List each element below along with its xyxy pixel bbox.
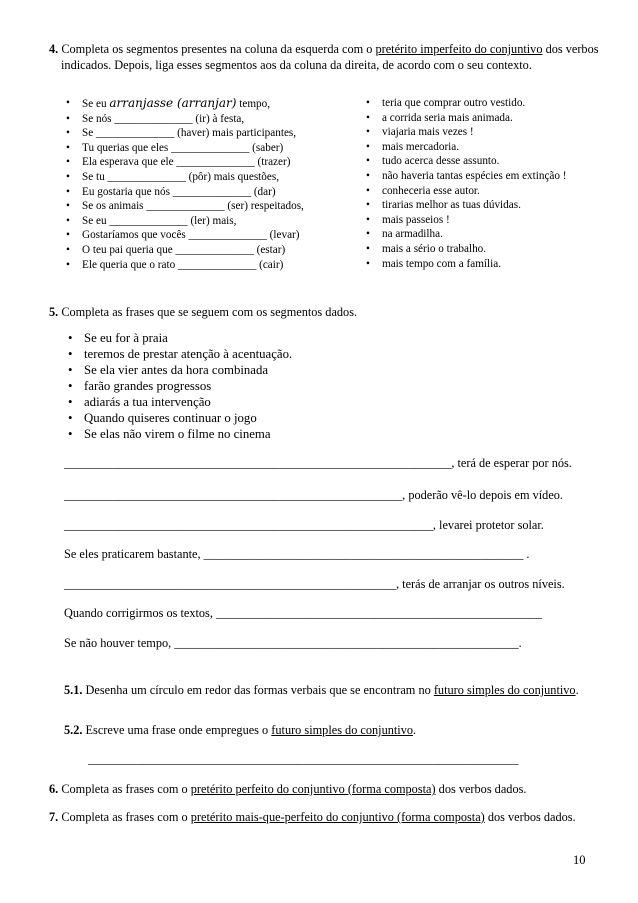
right-item: • tirarias melhor as tuas dúvidas.	[362, 198, 582, 213]
right-item: • não haveria tantas espécies em extinção !	[362, 169, 582, 184]
question-5-1-number: 5.1.	[64, 683, 83, 697]
segment-item: • Se elas não virem o filme no cinema	[64, 426, 584, 442]
answer-line[interactable]: Se eles praticarem bastante, ____________________________________________________ .	[64, 547, 530, 561]
right-item: • na armadilha.	[362, 227, 582, 242]
right-item: • mais a sério o trabalho.	[362, 242, 582, 257]
right-item: • tudo acerca desse assunto.	[362, 154, 582, 169]
left-item: • Eu gostaria que nós ______________ (dar)	[62, 185, 362, 200]
right-column-list	[362, 96, 582, 271]
left-item: • Se tu ______________ (pôr) mais questões,	[62, 170, 362, 185]
segment-item: • farão grandes progressos	[64, 378, 584, 394]
question-5-2	[64, 723, 592, 739]
question-6-text-a: Completa as frases com o	[61, 782, 188, 796]
segment-list	[64, 330, 584, 442]
question-5-2-emphasis: futuro simples do conjuntivo	[271, 723, 414, 737]
right-item: • a corrida seria mais animada.	[362, 111, 582, 126]
question-7	[49, 810, 609, 826]
question-6-text-b: dos verbos dados.	[438, 782, 527, 796]
question-7-number: 7.	[49, 810, 59, 824]
segment-item: • Se ela vier antes da hora combinada	[64, 362, 584, 378]
page-number: 10	[573, 853, 586, 867]
example-suffix: tempo,	[239, 98, 271, 110]
question-5-text: Completa as frases que se seguem com os segmentos dados.	[61, 305, 358, 319]
left-item: • Ele queria que o rato ______________ (cair)	[62, 258, 362, 273]
right-item: • mais tempo com a família.	[362, 257, 582, 272]
question-7-text-a: Completa as frases com o	[61, 810, 188, 824]
left-item-example	[62, 96, 362, 112]
right-item: • mais mercadoria.	[362, 140, 582, 155]
question-5-1-emphasis: futuro simples do conjuntivo	[433, 683, 576, 697]
question-7-emphasis: pretérito mais-que-perfeito do conjuntivo (forma composta)	[190, 810, 485, 824]
right-item: • conheceria esse autor.	[362, 184, 582, 199]
left-item: • Ela esperava que ele ______________ (trazer)	[62, 155, 362, 170]
question-5-1-text-a: Desenha um círculo em redor das formas verbais que se encontram no	[85, 683, 431, 697]
segment-item: • Se eu for à praia	[64, 330, 584, 346]
question-5-2-answer-line[interactable]: ______________________________________________________________________	[88, 752, 519, 766]
segment-item: • Quando quiseres continuar o jogo	[64, 410, 584, 426]
answer-line[interactable]: ____________________________________________________________, levarei protetor solar.	[64, 518, 544, 532]
left-column-list	[62, 96, 362, 272]
question-4-text-b: dos verbos indicados. Depois, liga esses segmentos aos da coluna da direita, de acordo com o seu contexto.	[61, 42, 599, 72]
question-5-1-text-b: .	[575, 683, 579, 697]
answer-line[interactable]: ______________________________________________________, terás de arranjar os outros níveis.	[64, 577, 565, 591]
answer-line[interactable]: Se não houver tempo, ________________________________________________________.	[64, 636, 522, 650]
left-item: • Tu querias que eles ______________ (saber)	[62, 141, 362, 156]
question-6-emphasis: pretérito perfeito do conjuntivo (forma composta)	[190, 782, 436, 796]
question-4-instructions	[49, 42, 609, 74]
left-item: • Se ______________ (haver) mais participantes,	[62, 126, 362, 141]
example-prefix: Se eu	[82, 98, 107, 110]
question-4-number: 4.	[49, 42, 59, 56]
left-item: • Se nós ______________ (ir) à festa,	[62, 112, 362, 127]
answer-line[interactable]: _______________________________________________________, poderão vê-lo depois em vídeo.	[64, 488, 564, 502]
question-5-instructions	[49, 305, 609, 321]
question-5-number: 5.	[49, 305, 59, 319]
question-5-2-number: 5.2.	[64, 723, 83, 737]
question-4-emphasis: pretérito imperfeito do conjuntivo	[375, 42, 543, 56]
question-5-1	[64, 683, 616, 699]
right-item: • mais passeios !	[362, 213, 582, 228]
right-item: • teria que comprar outro vestido.	[362, 96, 582, 111]
left-item: • O teu pai queria que ______________ (estar)	[62, 243, 362, 258]
question-5-2-text-a: Escreve uma frase onde empregues o	[85, 723, 269, 737]
question-7-text-b: dos verbos dados.	[487, 810, 576, 824]
right-item: • viajaria mais vezes !	[362, 125, 582, 140]
question-4-text-a: Completa os segmentos presentes na coluna da esquerda com o	[61, 42, 373, 56]
left-item: • Gostaríamos que vocês ______________ (levar)	[62, 228, 362, 243]
segment-item: • adiarás a tua intervenção	[64, 394, 584, 410]
question-6-number: 6.	[49, 782, 59, 796]
left-item: • Se eu ______________ (ler) mais,	[62, 214, 362, 229]
question-6	[49, 782, 609, 798]
question-5-2-text-b: .	[413, 723, 417, 737]
segment-item: • teremos de prestar atenção à acentuação.	[64, 346, 584, 362]
answer-line[interactable]: Quando corrigirmos os textos, _____________________________________________________	[64, 606, 542, 620]
left-item: • Se os animais ______________ (ser) respeitados,	[62, 199, 362, 214]
example-answer: arranjasse (arranjar)	[109, 96, 237, 110]
answer-line[interactable]: _______________________________________________________________, terá de esperar por nós.	[64, 456, 572, 470]
